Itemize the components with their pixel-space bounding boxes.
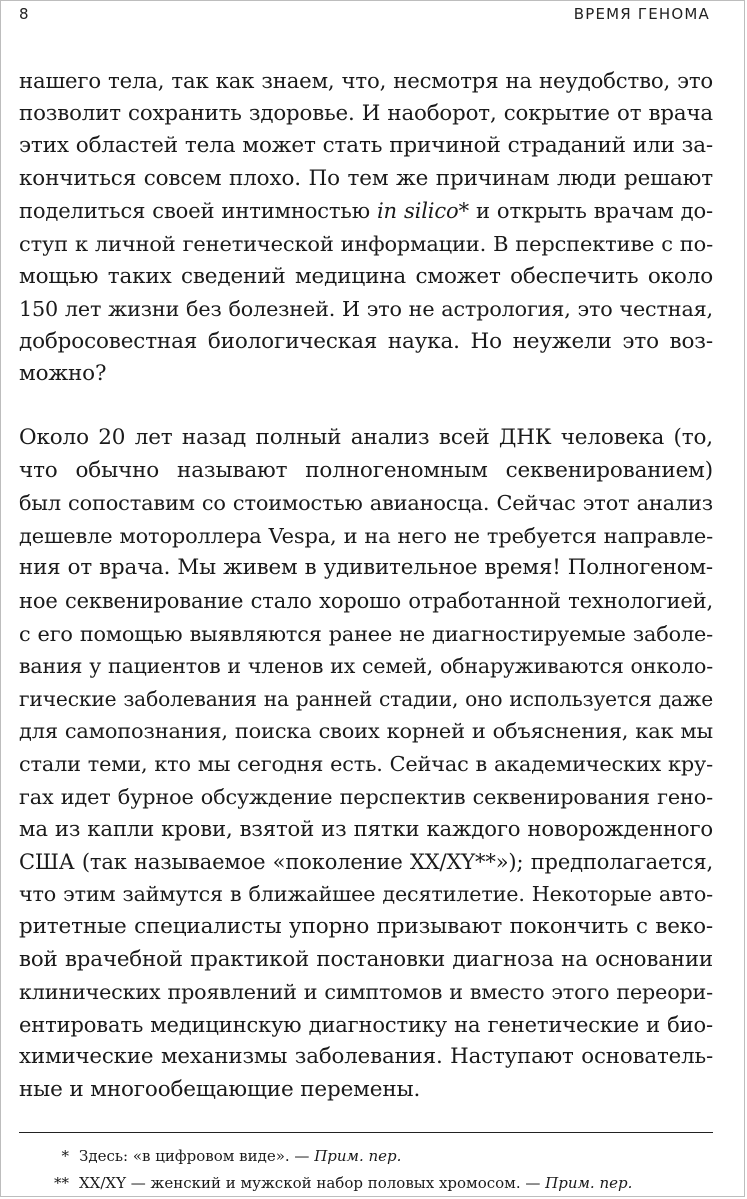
footnote-mark: * [61,1147,69,1165]
text-line: США (так называемое «поколение XX/XY**»); предполагается, [19,848,713,874]
text-line: ния от врача. Мы живем в удивительное время! Полногеном- [19,555,713,581]
text-line: ма из капли крови, взятой из пятки каждого новорожденного [19,816,713,842]
text-line: ритетные специалисты упорно призывают покончить с веко- [19,913,713,939]
text-line: можно? [19,361,107,387]
text-line: нашего тела, так как знаем, что, несмотря на неудобство, это [19,68,713,93]
running-title: ВРЕМЯ ГЕНОМА [573,5,710,23]
text-line: ступ к личной генетической информации. В перспективе с по- [19,231,713,256]
text-line: стали теми, кто мы сегодня есть. Сейчас в академических кру- [19,751,713,776]
text-line: позволит сохранить здоровье. И наоборот, сокрытие от врача [19,100,713,126]
footnote-mark: ** [54,1174,69,1192]
text-line: ное секвенирование стало хорошо отработанной технологией, [19,587,713,613]
text-line: кончиться совсем плохо. По тем же причинам люди решают [19,165,713,191]
text-line: вания у пациентов и членов их семей, обнаруживаются онколо- [19,654,713,679]
footnote-text: Здесь: «в цифровом виде». — [79,1147,315,1165]
text-line: гах идет бурное обсуждение перспектив секвенирования гено- [19,784,713,809]
footnote-1 [19,1143,713,1170]
translator-note: Прим. пер. [314,1147,402,1165]
text-line: гические заболевания на ранней стадии, оно используется даже [19,686,713,711]
text-line: химические механизмы заболевания. Наступают основатель- [19,1044,713,1070]
text-line: 150 лет жизни без болезней. И это не астрология, это честная, [19,297,713,322]
text-line: с его помощью выявляются ранее не диагностируемые заболе- [19,621,713,646]
text-fragment: * и открыть врачам до- [458,198,713,224]
translator-note: Прим. пер. [545,1174,633,1192]
text-line: вой врачебной практикой постановки диагноза на основании [19,946,713,972]
footnotes [19,1143,713,1197]
text-line: что этим займутся в ближайшее десятилетие. Некоторые авто- [19,882,713,907]
text-line: Около 20 лет назад полный анализ всей ДНК человека (то, [19,425,713,450]
text-line: мощью таких сведений медицина сможет обеспечить около [19,263,713,289]
text-line: этих областей тела может стать причиной страданий или за- [19,133,713,159]
footnote-divider [19,1132,713,1133]
text-line: для самопознания, поиска своих корней и объяснения, как мы [19,719,713,744]
text-line: клинических проявлений и симптомов и вместо этого переори- [19,980,713,1005]
text-line: добросовестная биологическая наука. Но неужели это воз- [19,328,713,354]
text-line-with-italic [19,195,713,228]
text-line: что обычно называют полногеномным секвенированием) [19,457,713,483]
paragraph-1 [19,65,713,391]
text-line: был сопоставим со стоимостью авианосца. Сейчас этот анализ [19,491,713,516]
italic-term: in silico [376,198,459,224]
footnote-text: XX/XY — женский и мужской набор половых хромосом. — [79,1174,546,1192]
text-line: ентировать медицинскую диагностику на генетические и био- [19,1011,713,1037]
text-line: дешевле мотороллера Vespa, и на него не требуется направле- [19,523,713,548]
footnote-2 [19,1170,713,1197]
page-header [19,5,710,27]
text-line: ные и многообещающие перемены. [19,1076,421,1102]
text-fragment: поделиться своей интимностью [19,198,377,224]
page-number: 8 [19,5,30,23]
paragraph-2 [19,422,713,1106]
